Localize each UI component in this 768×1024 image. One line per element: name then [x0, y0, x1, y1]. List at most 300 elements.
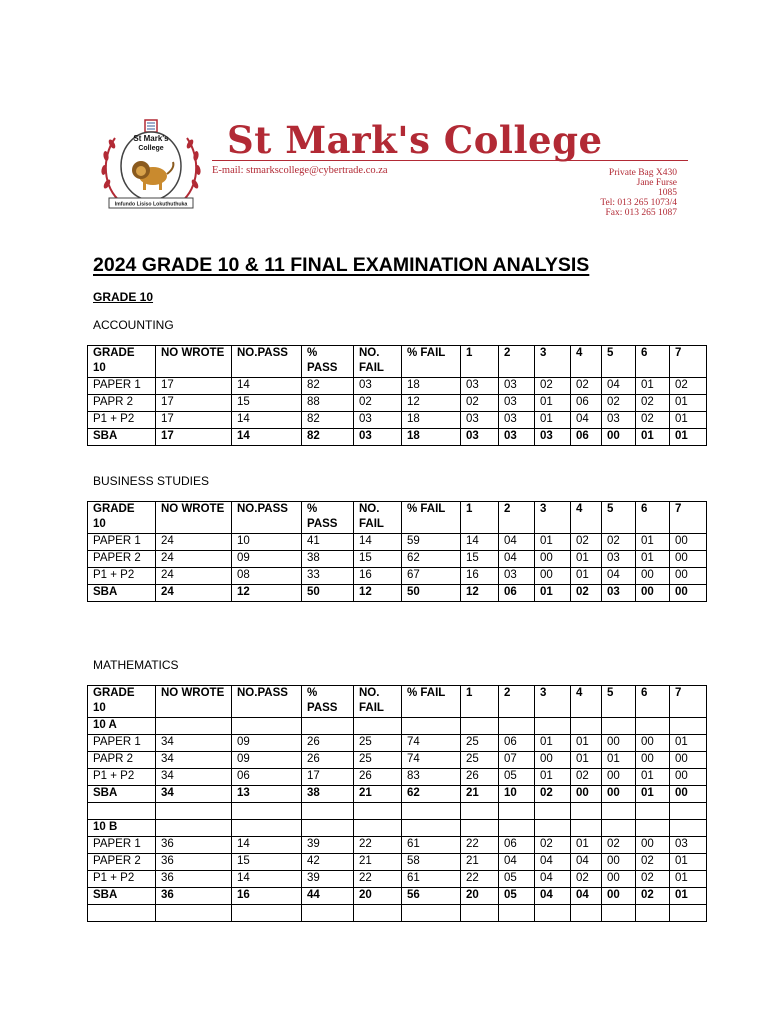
column-header: 7: [670, 346, 707, 378]
table-cell: 00: [670, 769, 707, 786]
table-cell: 02: [571, 585, 602, 602]
address-line: Private Bag X430: [608, 168, 677, 178]
table-cell: 01: [571, 568, 602, 585]
table-cell: 15: [461, 551, 499, 568]
table-cell: 01: [571, 735, 602, 752]
table-cell: [571, 718, 602, 735]
table-row: [88, 888, 707, 905]
table-cell: 00: [636, 568, 670, 585]
table-cell: 02: [461, 395, 499, 412]
table-cell: 38: [302, 551, 354, 568]
table-cell: 25: [461, 752, 499, 769]
table-cell: 01: [670, 735, 707, 752]
table-header-row: [88, 686, 707, 718]
table-row: [88, 905, 707, 922]
table-cell: 62: [402, 786, 461, 803]
table-cell: 00: [535, 568, 571, 585]
table-cell: 06: [571, 429, 602, 446]
table-cell: [232, 820, 302, 837]
table-cell: [302, 905, 354, 922]
table-cell: 38: [302, 786, 354, 803]
table-cell: 18: [402, 412, 461, 429]
column-header: 1: [461, 686, 499, 718]
table-cell: 01: [670, 429, 707, 446]
row-label: 10 B: [88, 820, 156, 837]
table-cell: 04: [535, 888, 571, 905]
row-label: PAPER 1: [88, 735, 156, 752]
table-cell: 04: [499, 551, 535, 568]
column-header: % FAIL: [402, 502, 461, 534]
table-cell: 00: [571, 786, 602, 803]
table-cell: 04: [602, 568, 636, 585]
table-cell: 15: [354, 551, 402, 568]
table-cell: 41: [302, 534, 354, 551]
table-cell: [535, 820, 571, 837]
table-cell: 39: [302, 837, 354, 854]
table-cell: [602, 905, 636, 922]
table-cell: 02: [571, 769, 602, 786]
table-cell: 26: [461, 769, 499, 786]
table-cell: 82: [302, 429, 354, 446]
table-cell: 01: [535, 395, 571, 412]
column-header: % PASS: [302, 346, 354, 378]
table-cell: [499, 803, 535, 820]
column-header: 5: [602, 346, 636, 378]
row-label: P1 + P2: [88, 769, 156, 786]
table-cell: 16: [461, 568, 499, 585]
table-cell: 12: [402, 395, 461, 412]
table-cell: [402, 820, 461, 837]
table-cell: 25: [354, 735, 402, 752]
table-cell: 22: [461, 871, 499, 888]
table-cell: 26: [302, 752, 354, 769]
table-cell: 20: [354, 888, 402, 905]
table-cell: [354, 718, 402, 735]
table-cell: 00: [670, 551, 707, 568]
table-row: [88, 551, 707, 568]
subject-heading: ACCOUNTING: [93, 318, 174, 332]
table-cell: 12: [354, 585, 402, 602]
table-cell: 06: [232, 769, 302, 786]
table-cell: [302, 718, 354, 735]
table-row: [88, 786, 707, 803]
table-cell: [232, 718, 302, 735]
table-cell: 00: [670, 585, 707, 602]
table-cell: 00: [535, 551, 571, 568]
table-cell: 20: [461, 888, 499, 905]
table-cell: 01: [535, 534, 571, 551]
table-cell: [535, 803, 571, 820]
table-cell: 42: [302, 854, 354, 871]
table-cell: 67: [402, 568, 461, 585]
address-line: Jane Furse: [636, 178, 677, 188]
column-header: NO.PASS: [232, 686, 302, 718]
letterhead: [95, 118, 685, 218]
row-label: SBA: [88, 888, 156, 905]
table-cell: 21: [354, 786, 402, 803]
table-cell: 44: [302, 888, 354, 905]
table-cell: 39: [302, 871, 354, 888]
table-row: [88, 837, 707, 854]
table-cell: 01: [670, 412, 707, 429]
table-cell: 61: [402, 837, 461, 854]
table-cell: 14: [232, 837, 302, 854]
table-cell: 02: [602, 837, 636, 854]
table-cell: [402, 905, 461, 922]
column-header: GRADE 10: [88, 502, 156, 534]
table-cell: 09: [232, 752, 302, 769]
table-cell: 01: [636, 551, 670, 568]
table-cell: 02: [636, 395, 670, 412]
table-cell: 00: [636, 837, 670, 854]
table-cell: [402, 718, 461, 735]
column-header: 3: [535, 346, 571, 378]
table-cell: 24: [156, 585, 232, 602]
table-cell: [602, 718, 636, 735]
college-address: [600, 168, 677, 218]
table-cell: 01: [670, 871, 707, 888]
table-cell: 82: [302, 412, 354, 429]
column-header: 1: [461, 346, 499, 378]
column-header: NO WROTE: [156, 686, 232, 718]
table-cell: 04: [535, 854, 571, 871]
table-cell: [354, 820, 402, 837]
table-cell: 03: [499, 568, 535, 585]
table-cell: 50: [402, 585, 461, 602]
table-cell: [670, 803, 707, 820]
results-table: [87, 501, 707, 602]
table-cell: 16: [232, 888, 302, 905]
row-label: PAPER 1: [88, 378, 156, 395]
table-cell: [535, 718, 571, 735]
table-cell: 24: [156, 534, 232, 551]
table-cell: 03: [354, 412, 402, 429]
table-cell: [402, 803, 461, 820]
table-cell: 00: [602, 786, 636, 803]
table-cell: 01: [535, 585, 571, 602]
table-cell: 59: [402, 534, 461, 551]
table-cell: 01: [636, 534, 670, 551]
table-cell: 02: [602, 395, 636, 412]
table-cell: 00: [602, 769, 636, 786]
table-cell: 04: [571, 412, 602, 429]
table-cell: 36: [156, 888, 232, 905]
table-cell: [636, 803, 670, 820]
column-header: NO. FAIL: [354, 346, 402, 378]
seal-motto: Imfundo Lisiso Lokuthuthuka: [114, 201, 188, 208]
seal-top-text: St Mark's: [133, 134, 169, 143]
table-cell: 00: [602, 871, 636, 888]
table-cell: 26: [354, 769, 402, 786]
row-label: SBA: [88, 585, 156, 602]
column-header: 6: [636, 502, 670, 534]
table-cell: 10: [232, 534, 302, 551]
column-header: % FAIL: [402, 686, 461, 718]
document-title: 2024 GRADE 10 & 11 FINAL EXAMINATION ANALYSIS: [93, 254, 590, 276]
table-cell: 10: [499, 786, 535, 803]
table-cell: 03: [602, 551, 636, 568]
table-cell: 02: [636, 888, 670, 905]
table-cell: 00: [636, 752, 670, 769]
table-cell: 83: [402, 769, 461, 786]
table-cell: 03: [354, 429, 402, 446]
column-header: 4: [571, 686, 602, 718]
table-cell: 36: [156, 871, 232, 888]
table-header-row: [88, 346, 707, 378]
table-cell: [670, 905, 707, 922]
table-cell: 01: [670, 854, 707, 871]
table-cell: 03: [499, 412, 535, 429]
table-cell: 50: [302, 585, 354, 602]
table-cell: 58: [402, 854, 461, 871]
subject-heading: BUSINESS STUDIES: [93, 474, 210, 488]
table-cell: 05: [499, 871, 535, 888]
column-header: % PASS: [302, 502, 354, 534]
table-cell: 02: [571, 871, 602, 888]
table-cell: 03: [499, 378, 535, 395]
table-cell: 17: [156, 429, 232, 446]
table-cell: 00: [670, 786, 707, 803]
column-header: 5: [602, 502, 636, 534]
column-header: GRADE 10: [88, 686, 156, 718]
table-cell: 01: [670, 395, 707, 412]
table-cell: 01: [535, 412, 571, 429]
table-cell: 01: [636, 786, 670, 803]
table-cell: 01: [571, 551, 602, 568]
table-cell: 22: [354, 837, 402, 854]
table-cell: 01: [535, 769, 571, 786]
table-cell: [156, 803, 232, 820]
table-cell: [156, 820, 232, 837]
table-cell: 24: [156, 568, 232, 585]
table-cell: 03: [499, 395, 535, 412]
table-cell: 04: [602, 378, 636, 395]
table-row: [88, 718, 707, 735]
table-cell: 03: [499, 429, 535, 446]
column-header: NO. FAIL: [354, 502, 402, 534]
table-cell: 01: [602, 752, 636, 769]
table-cell: 02: [571, 378, 602, 395]
table-cell: 00: [535, 752, 571, 769]
table-row: [88, 412, 707, 429]
table-cell: 00: [602, 429, 636, 446]
table-cell: 01: [670, 888, 707, 905]
table-cell: [636, 820, 670, 837]
table-cell: 05: [499, 769, 535, 786]
column-header: NO.PASS: [232, 502, 302, 534]
table-cell: [156, 718, 232, 735]
table-cell: [461, 718, 499, 735]
table-cell: 00: [670, 752, 707, 769]
table-row: [88, 395, 707, 412]
table-cell: 14: [232, 871, 302, 888]
row-label: PAPR 2: [88, 752, 156, 769]
table-row: [88, 752, 707, 769]
table-cell: [302, 803, 354, 820]
table-cell: 12: [461, 585, 499, 602]
table-cell: [232, 803, 302, 820]
table-cell: 04: [571, 854, 602, 871]
row-label: P1 + P2: [88, 568, 156, 585]
table-cell: [461, 803, 499, 820]
letterhead-rule: [212, 160, 688, 161]
address-line: Fax: 013 265 1087: [605, 208, 677, 218]
row-label: P1 + P2: [88, 412, 156, 429]
address-line: 1085: [658, 188, 677, 198]
table-cell: 34: [156, 769, 232, 786]
column-header: 3: [535, 502, 571, 534]
column-header: % PASS: [302, 686, 354, 718]
row-label: PAPER 2: [88, 551, 156, 568]
table-cell: [354, 905, 402, 922]
table-cell: 61: [402, 871, 461, 888]
table-cell: 00: [636, 735, 670, 752]
table-cell: 34: [156, 786, 232, 803]
table-cell: [535, 905, 571, 922]
table-cell: 00: [670, 568, 707, 585]
table-cell: 13: [232, 786, 302, 803]
table-header-row: [88, 502, 707, 534]
table-cell: 02: [602, 534, 636, 551]
table-cell: 01: [636, 429, 670, 446]
table-cell: 22: [354, 871, 402, 888]
table-cell: 03: [461, 378, 499, 395]
table-cell: 21: [354, 854, 402, 871]
table-cell: 14: [354, 534, 402, 551]
row-label: SBA: [88, 429, 156, 446]
table-cell: 02: [354, 395, 402, 412]
table-cell: 21: [461, 854, 499, 871]
table-cell: 09: [232, 551, 302, 568]
table-cell: 04: [571, 888, 602, 905]
column-header: 7: [670, 502, 707, 534]
table-cell: 00: [602, 888, 636, 905]
table-cell: 06: [499, 585, 535, 602]
table-cell: 02: [636, 412, 670, 429]
table-cell: 06: [499, 837, 535, 854]
table-cell: 34: [156, 735, 232, 752]
table-cell: [499, 718, 535, 735]
table-cell: [602, 820, 636, 837]
column-header: 6: [636, 346, 670, 378]
column-header: GRADE 10: [88, 346, 156, 378]
table-cell: [571, 820, 602, 837]
column-header: 6: [636, 686, 670, 718]
seal-sub-text: College: [138, 145, 164, 152]
table-cell: 14: [232, 429, 302, 446]
row-label: PAPR 2: [88, 395, 156, 412]
row-label: [88, 803, 156, 820]
college-email: E-mail: stmarkscollege@cybertrade.co.za: [212, 165, 388, 176]
table-cell: 06: [499, 735, 535, 752]
table-cell: [461, 820, 499, 837]
row-label: P1 + P2: [88, 871, 156, 888]
table-cell: 18: [402, 429, 461, 446]
table-cell: [636, 718, 670, 735]
table-cell: 03: [670, 837, 707, 854]
table-cell: 04: [535, 871, 571, 888]
table-cell: 22: [461, 837, 499, 854]
column-header: NO WROTE: [156, 502, 232, 534]
table-cell: 17: [302, 769, 354, 786]
table-cell: 01: [636, 769, 670, 786]
table-cell: [499, 905, 535, 922]
table-cell: 18: [402, 378, 461, 395]
row-label: SBA: [88, 786, 156, 803]
table-cell: 62: [402, 551, 461, 568]
table-cell: 04: [499, 854, 535, 871]
row-label: PAPER 1: [88, 837, 156, 854]
table-row: [88, 871, 707, 888]
column-header: 2: [499, 686, 535, 718]
table-cell: 25: [461, 735, 499, 752]
column-header: 4: [571, 502, 602, 534]
table-cell: [571, 905, 602, 922]
table-cell: 17: [156, 395, 232, 412]
column-header: NO.PASS: [232, 346, 302, 378]
table-cell: 02: [636, 871, 670, 888]
table-cell: 09: [232, 735, 302, 752]
row-label: 10 A: [88, 718, 156, 735]
table-cell: [571, 803, 602, 820]
table-cell: 07: [499, 752, 535, 769]
table-row: [88, 769, 707, 786]
results-table: [87, 685, 707, 922]
table-cell: 03: [602, 412, 636, 429]
table-cell: 00: [636, 585, 670, 602]
table-cell: 26: [302, 735, 354, 752]
table-cell: 74: [402, 752, 461, 769]
table-cell: 06: [571, 395, 602, 412]
table-cell: [670, 820, 707, 837]
column-header: 1: [461, 502, 499, 534]
table-cell: [499, 820, 535, 837]
table-cell: 33: [302, 568, 354, 585]
column-header: 7: [670, 686, 707, 718]
table-cell: 01: [571, 837, 602, 854]
table-cell: 16: [354, 568, 402, 585]
table-cell: 25: [354, 752, 402, 769]
table-cell: [156, 905, 232, 922]
table-cell: 01: [535, 735, 571, 752]
column-header: 3: [535, 686, 571, 718]
table-cell: 88: [302, 395, 354, 412]
table-cell: 03: [535, 429, 571, 446]
table-row: [88, 803, 707, 820]
table-cell: 36: [156, 854, 232, 871]
table-cell: 15: [232, 854, 302, 871]
table-cell: 04: [499, 534, 535, 551]
table-cell: [670, 718, 707, 735]
table-cell: [461, 905, 499, 922]
table-cell: 02: [535, 378, 571, 395]
table-cell: 00: [602, 854, 636, 871]
table-cell: 02: [636, 854, 670, 871]
table-row: [88, 568, 707, 585]
table-row: [88, 429, 707, 446]
subject-heading: MATHEMATICS: [93, 658, 179, 672]
table-cell: 12: [232, 585, 302, 602]
table-cell: 82: [302, 378, 354, 395]
table-cell: 34: [156, 752, 232, 769]
row-label: PAPER 1: [88, 534, 156, 551]
table-cell: 02: [571, 534, 602, 551]
table-cell: 01: [571, 752, 602, 769]
table-cell: [636, 905, 670, 922]
row-label: PAPER 2: [88, 854, 156, 871]
column-header: 2: [499, 502, 535, 534]
column-header: 2: [499, 346, 535, 378]
